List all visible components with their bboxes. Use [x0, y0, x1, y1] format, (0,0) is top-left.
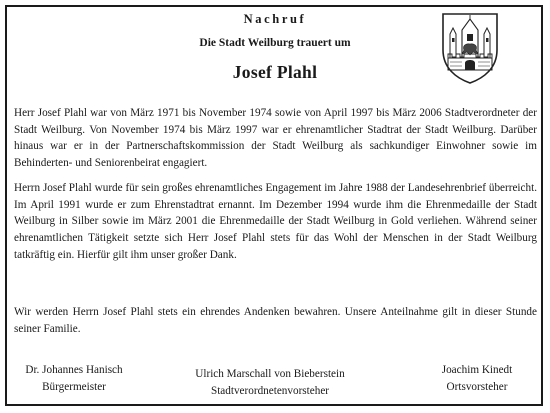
paragraph-career: Herr Josef Plahl war von März 1971 bis November 1974 sowie von April 1997 bis März 2006 Stadtverordneter der Stadt Weilburg. Von November 1974 bis März 1997 war er ehrenamtlicher Stadtrat der Stadt Weilburg. Darüber hinaus war er in der Partnerschaftskommission der Stadt Weilburg als sachkundiger Einwohner sowie im Behinderten- und Seniorenbeirat engagiert. [14, 107, 537, 170]
signature-council-chair [170, 366, 370, 399]
paragraph-condolence: Wir werden Herrn Josef Plahl stets ein ehrendes Andenken bewahren. Unsere Anteilnahme gilt in dieser Stunde seiner Familie. [14, 306, 537, 335]
paragraph-honors: Herrn Josef Plahl wurde für sein großes ehrenamtliches Engagement im Jahre 1988 der Landesehrenbrief überreicht. Im April 1991 wurde er zum Ehrenstadtrat ernannt. Im Dezember 1994 wurde ihm die Ehrenmedaille der Stadt Weilburg in Silber sowie im März 2001 die Ehrenmedaille der Stadt Weilburg in Gold verliehen. Während seiner ehrenamtlichen Tätigkeit setzte sich Herr Josef Plahl stets für das Wohl der Menschen in der Stadt Weilburg tatkräftig ein. Hierfür gilt ihm unser großer Dank. [14, 182, 537, 261]
signature-role: Bürgermeister [42, 380, 106, 393]
signature-name: Dr. Johannes Hanisch [25, 364, 123, 376]
signature-district-head [420, 362, 534, 395]
signature-mayor [12, 362, 136, 395]
page-title: Nachruf [243, 12, 307, 26]
signature-role: Stadtverordnetenvorsteher [210, 384, 330, 397]
signature-name: Ulrich Marschall von Bieberstein [195, 368, 345, 380]
deceased-name: Josef Plahl [232, 62, 318, 82]
town-coat-of-arms-icon [440, 10, 500, 85]
page-subtitle: Die Stadt Weilburg trauert um [199, 37, 351, 49]
signature-name: Joachim Kinedt [441, 364, 513, 376]
signature-role: Ortsvorsteher [446, 380, 508, 393]
